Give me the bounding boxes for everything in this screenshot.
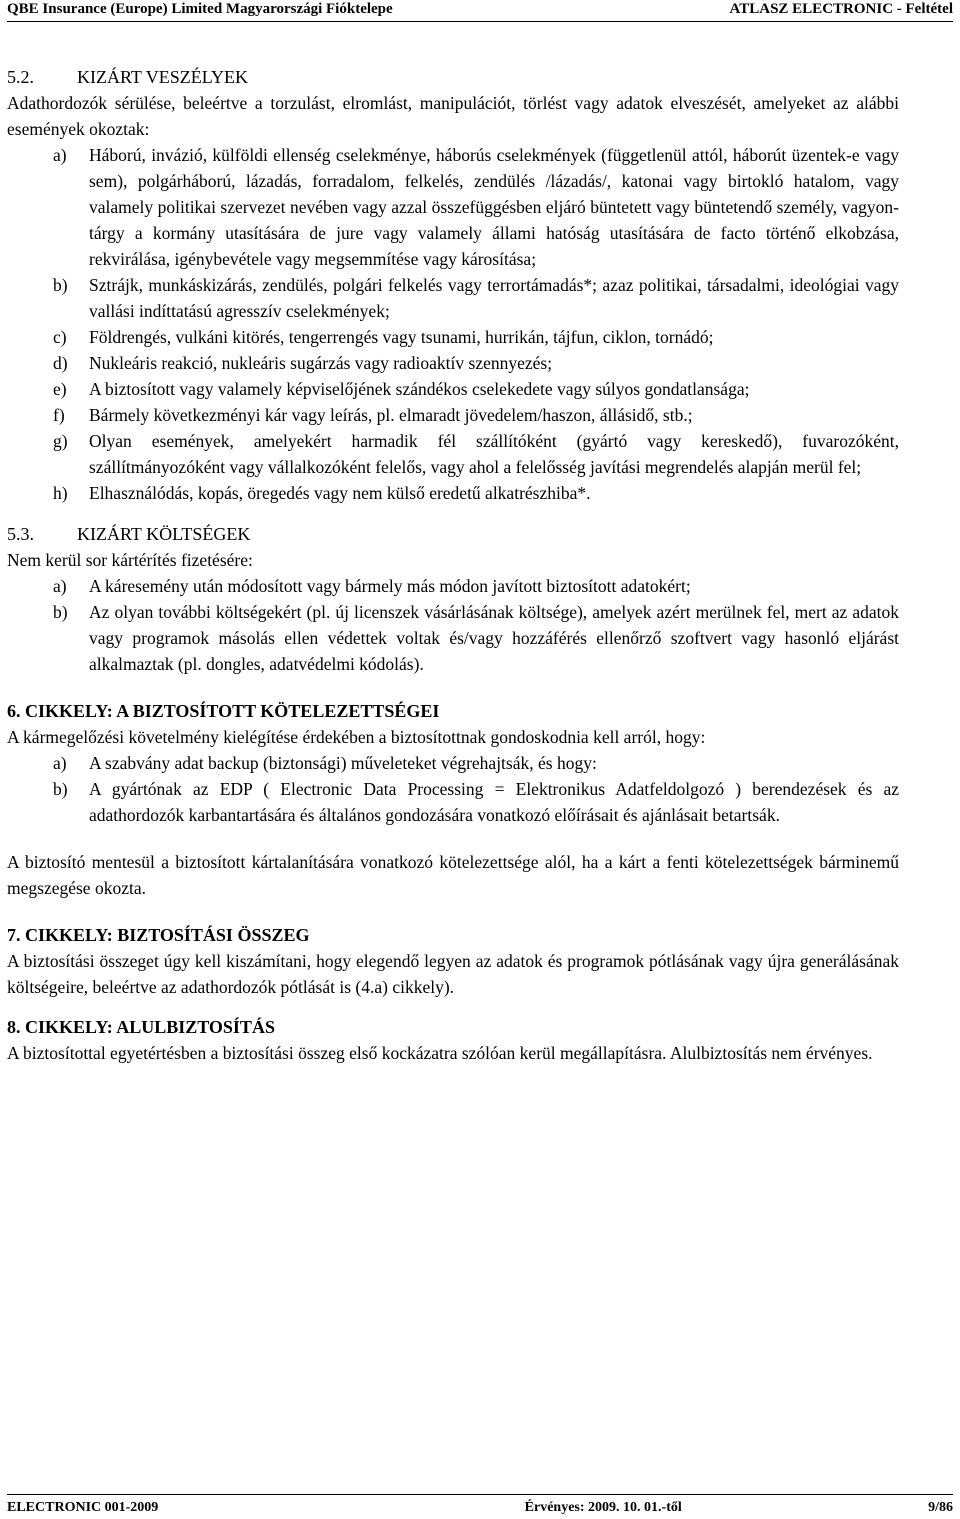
section-number: 5.2. (7, 67, 34, 87)
list-marker: b) (53, 602, 68, 622)
list-item-text: Olyan események, amelyekért harmadik fél szállítóként (gyártó vagy kereskedő), fuvarozóként, szállítmányozóként vagy vállalkozóként felelős, vagy ahol a felelősség javítási megrendelés alapján merül fel; (89, 431, 899, 477)
section-number: 5.3. (7, 524, 34, 544)
list-item (7, 402, 899, 428)
list-item (7, 750, 899, 776)
list-item-text: A gyártónak az EDP ( Electronic Data Processing = Elektronikus Adatfeldolgozó ) berendezések és az adathordozók karbantartására és általános gondozására vonatkozó előírásait és ajánlásait betartsák. (89, 779, 899, 825)
list-marker: b) (53, 779, 68, 799)
article-6-heading: 6. CIKKELY: A BIZTOSÍTOTT KÖTELEZETTSÉGEI (7, 701, 440, 721)
list-item (7, 428, 899, 480)
section-heading-5-3 (7, 521, 899, 547)
article-8-text: A biztosítottal egyetértésben a biztosítási összeg első kockázatra szólóan kerül megállapításra. Alulbiztosítás nem érvényes. (7, 1043, 873, 1063)
list-item (7, 350, 899, 376)
list-marker: b) (53, 275, 68, 295)
list-item-text: Elhasználódás, kopás, öregedés vagy nem külső eredetű alkatrészhiba*. (89, 483, 591, 503)
section-heading-5-2 (7, 64, 899, 90)
list-marker: e) (53, 379, 67, 399)
list-item (7, 573, 899, 599)
page-footer (7, 1494, 953, 1517)
list-item (7, 480, 899, 506)
list-item (7, 142, 899, 272)
list-item (7, 324, 899, 350)
list-marker: c) (53, 327, 67, 347)
article-7-text: A biztosítási összeget úgy kell kiszámítani, hogy elegendő legyen az adatok és programok pótlásának vagy újra generálásának költségeire, beleértve az adathordozók pótlását is (4.a) cikkely). (7, 951, 899, 997)
document-body (7, 64, 899, 1066)
list-marker: h) (53, 483, 68, 503)
list-item (7, 599, 899, 677)
excluded-costs-list (7, 573, 899, 677)
header-divider (7, 21, 953, 22)
list-item (7, 272, 899, 324)
article-6-closing: A biztosító mentesül a biztosított kártalanítására vonatkozó kötelezettsége alól, ha a kárt a fenti kötelezettségek bárminemű megszegése okozta. (7, 852, 899, 898)
list-item-text: Bármely következményi kár vagy leírás, pl. elmaradt jövedelem/haszon, állásidő, stb.; (89, 405, 693, 425)
excluded-perils-list (7, 142, 899, 506)
list-marker: f) (53, 405, 65, 425)
list-item (7, 776, 899, 828)
list-marker: a) (53, 753, 67, 773)
list-item-text: Az olyan további költségekért (pl. új licenszek vásárlásának költsége), amelyek azért merülnek fel, mert az adatok vagy programok másolás ellen védettek voltak és/vagy hozzáférés ellenőrző szoftvert vagy hasonló eljárást alkalmaztak (pl. dongles, adatvédelmi kódolás). (89, 602, 899, 674)
section-title: KIZÁRT VESZÉLYEK (77, 67, 248, 87)
list-marker: a) (53, 576, 67, 596)
list-item-text: A biztosított vagy valamely képviselőjének szándékos cselekedete vagy súlyos gondatlansága; (89, 379, 750, 399)
footer-document-code: ELECTRONIC 001-2009 (7, 1500, 159, 1515)
header-document-title: ATLASZ ELECTRONIC - Feltétel (729, 1, 953, 17)
list-marker: a) (53, 145, 67, 165)
list-item-text: Sztrájk, munkáskizárás, zendülés, polgári felkelés vagy terrortámadás*; azaz politikai, társadalmi, ideológiai vagy vallási indíttatású agresszív cselekmények; (89, 275, 899, 321)
list-item-text: A szabvány adat backup (biztonsági) műveleteket végrehajtsák, és hogy: (89, 753, 597, 773)
list-item (7, 376, 899, 402)
list-item-text: A káresemény után módosított vagy bármely más módon javított biztosított adatokért; (89, 576, 691, 596)
list-item-text: Földrengés, vulkáni kitörés, tengerrengés vagy tsunami, hurrikán, tájfun, ciklon, tornádó; (89, 327, 714, 347)
article-intro: A kármegelőzési követelmény kielégítése érdekében a biztosítottnak gondoskodnia kell arról, hogy: (7, 727, 706, 747)
obligations-list (7, 750, 899, 828)
header-company: QBE Insurance (Europe) Limited Magyarországi Fióktelepe (7, 1, 393, 17)
section-intro: Adathordozók sérülése, beleértve a torzulást, elromlást, manipulációt, törlést vagy adatok elveszését, amelyeket az alábbi események okoztak: (7, 93, 899, 139)
article-7-heading: 7. CIKKELY: BIZTOSÍTÁSI ÖSSZEG (7, 925, 310, 945)
section-intro: Nem kerül sor kártérítés fizetésére: (7, 550, 253, 570)
list-marker: d) (53, 353, 68, 373)
footer-page-number: 9/86 (928, 1500, 953, 1515)
section-title: KIZÁRT KÖLTSÉGEK (77, 524, 251, 544)
list-item-text: Nukleáris reakció, nukleáris sugárzás vagy radioaktív szennyezés; (89, 353, 553, 373)
list-item-text: Háború, invázió, külföldi ellenség cselekménye, háborús cselekmények (függetlenül attól, háborút üzentek-e vagy sem), polgárháború, lázadás, forradalom, felkelés, zendülés /lázadás/, katonai vagy birtokló hatalom, vagy valamely politikai szervezet nevében vagy azzal összefüggésben eljáró büntetett vagy büntetendő személy, vagyon- tárgy a kormány utasítására de jure vagy valamely állami hatóság utasítására de facto történő elkobzása, rekvirálása, igénybevétele vagy megsemmítése vagy károsítása; (89, 145, 899, 269)
article-8-heading: 8. CIKKELY: ALULBIZTOSÍTÁS (7, 1017, 275, 1037)
page-header (7, 0, 953, 24)
footer-validity-date: Érvényes: 2009. 10. 01.-től (524, 1500, 682, 1515)
list-marker: g) (53, 431, 68, 451)
